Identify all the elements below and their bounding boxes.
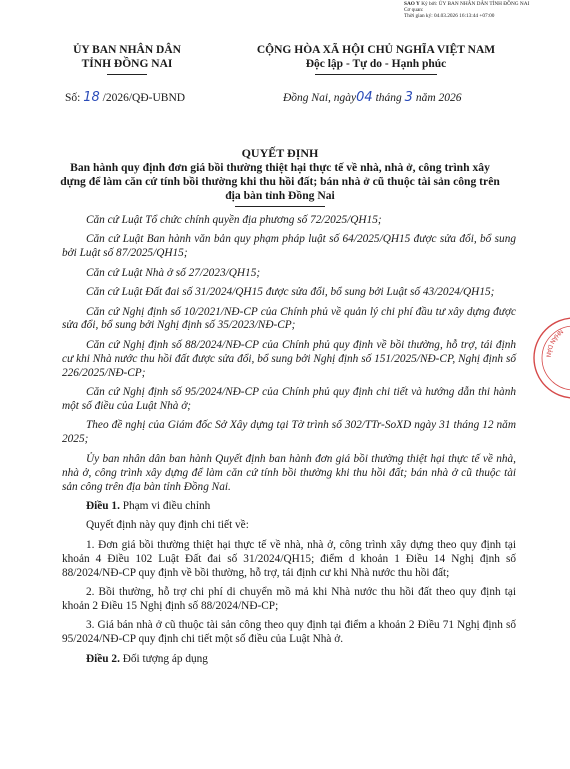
number-prefix: Số: [65,92,84,104]
article-1-title: Phạm vi điều chỉnh [119,499,211,512]
article-2-heading [62,653,516,667]
article-1-intro: Quyết định này quy định chi tiết về: [86,519,249,532]
title-underline [235,206,325,207]
preamble-4: Căn cứ Luật Đất đai số 31/2024/QH15 được sửa đổi, bổ sung bởi Luật số 43/2024/QH15; [86,286,495,299]
agency-line-1: ỦY BAN NHÂN DÂN [73,44,181,56]
article-2-label: Điều 2. [86,652,120,665]
signature-agency: Cơ quan: [404,7,424,14]
date-month-handwritten: 3 [404,90,413,105]
decision-heading: QUYẾT ĐỊNH [241,146,319,160]
preamble-2: Căn cứ Luật Ban hành văn bản quy phạm pháp luật số 64/2025/QH15 được sửa đổi, bổ sung bởi Luật số 87/2025/QH15; [62,233,516,260]
document-date [283,90,462,105]
nation-motto: Độc lập - Tự do - Hạnh phúc [305,58,447,70]
signature-time: Thời gian ký: 04.03.2026 16:13:44 +07:00 [404,13,495,20]
motto-underline [315,74,437,75]
article-2-title: Đối tượng áp dụng [119,652,208,665]
agency-underline [107,74,147,75]
date-year: năm 2026 [412,92,462,104]
number-suffix: /2026/QĐ-UBND [99,92,186,104]
official-seal [530,317,570,399]
seal-text: NHÂN DÂN [544,327,565,358]
article-1-item-2: 2. Bồi thường, hỗ trợ chi phí di chuyển mồ mả khi Nhà nước thu hồi đất theo quy định tại khoản 2 Điều 15 Nghị định số 88/2024/NĐ-CP; [62,585,516,612]
preamble-7: Căn cứ Nghị định số 95/2024/NĐ-CP của Chính phủ quy định chi tiết và hướng dẫn thi hành một số điều của Luật Nhà ở; [62,386,516,412]
signature-side-label: SAO Y [404,1,420,7]
date-place: Đồng Nai, ngày [283,92,357,104]
document-number [65,90,185,105]
article-1-label: Điều 1. [86,499,120,512]
issuing-agency [52,43,202,71]
preamble-9: Ủy ban nhân dân ban hành Quyết định ban hành đơn giá bồi thường thiệt hại thực tế về nhà, nhà ở, công trình xây dựng để làm căn cứ tính bồi thường khi thu hồi đất; bán nhà ở cũ thuộc tài sản công trên địa bàn tỉnh Đồng Nai. [62,452,516,493]
preamble-3: Căn cứ Luật Nhà ở số 27/2023/QH15; [86,266,261,279]
preamble-5: Căn cứ Nghị định số 10/2021/NĐ-CP của Chính phủ về quản lý chi phí đầu tư xây dựng được sửa đổi, bổ sung bởi Nghị định số 35/2023/NĐ-CP; [62,305,516,332]
national-motto [226,43,526,71]
digital-signature [404,1,556,20]
date-month-word: tháng [372,92,405,104]
preamble-8: Theo đề nghị của Giám đốc Sở Xây dựng tại Tờ trình số 302/TTr-SoXD ngày 31 tháng 12 năm 2025; [62,419,516,446]
preamble-6: Căn cứ Nghị định số 88/2024/NĐ-CP của Chính phủ quy định về bồi thường, hỗ trợ, tái định cư khi Nhà nước thu hồi đất được sửa đổi, bổ sung bởi Nghị định số 151/2025/NĐ-CP, Nghị định số 226/2025/NĐ-CP; [62,338,516,379]
agency-line-2: TỈNH ĐỒNG NAI [81,58,173,70]
nation-name: CỘNG HÒA XÃ HỘI CHỦ NGHĨA VIỆT NAM [256,44,496,56]
date-day-handwritten: 04 [356,90,373,105]
decision-title [60,146,500,203]
article-1-item-3: 3. Giá bán nhà ở cũ thuộc tài sản công theo quy định tại điểm a khoản 2 Điều 71 Nghị định số 95/2024/NĐ-CP quy định chi tiết một số điều của Luật Nhà ở. [62,619,516,646]
document-body [62,214,516,672]
signature-signer: Ký bởi: ỦY BAN NHÂN DÂN TỈNH ĐỒNG NAI [421,1,530,7]
article-1-item-1: 1. Đơn giá bồi thường thiệt hại thực tế về nhà, nhà ở, công trình xây dựng theo quy định tại khoản 4 Điều 102 Luật Đất đai số 31/2024/QH15; điểm d khoản 1 Điều 14 Nghị định số 88/2024/NĐ-CP quy định về bồi thường, hỗ trợ, tái định cư khi Nhà nước thu hồi đất; [62,538,516,579]
number-handwritten: 18 [83,90,100,105]
preamble-1: Căn cứ Luật Tổ chức chính quyền địa phương số 72/2025/QH15; [86,214,382,226]
decision-subject: Ban hành quy định đơn giá bồi thường thiệt hại thực tế về nhà, nhà ở, công trình xây dựng để làm căn cứ tính bồi thường khi thu hồi đất; bán nhà ở cũ thuộc tài sản công trên địa bàn tỉnh Đồng Nai [60,161,500,202]
article-1-heading [62,500,516,514]
